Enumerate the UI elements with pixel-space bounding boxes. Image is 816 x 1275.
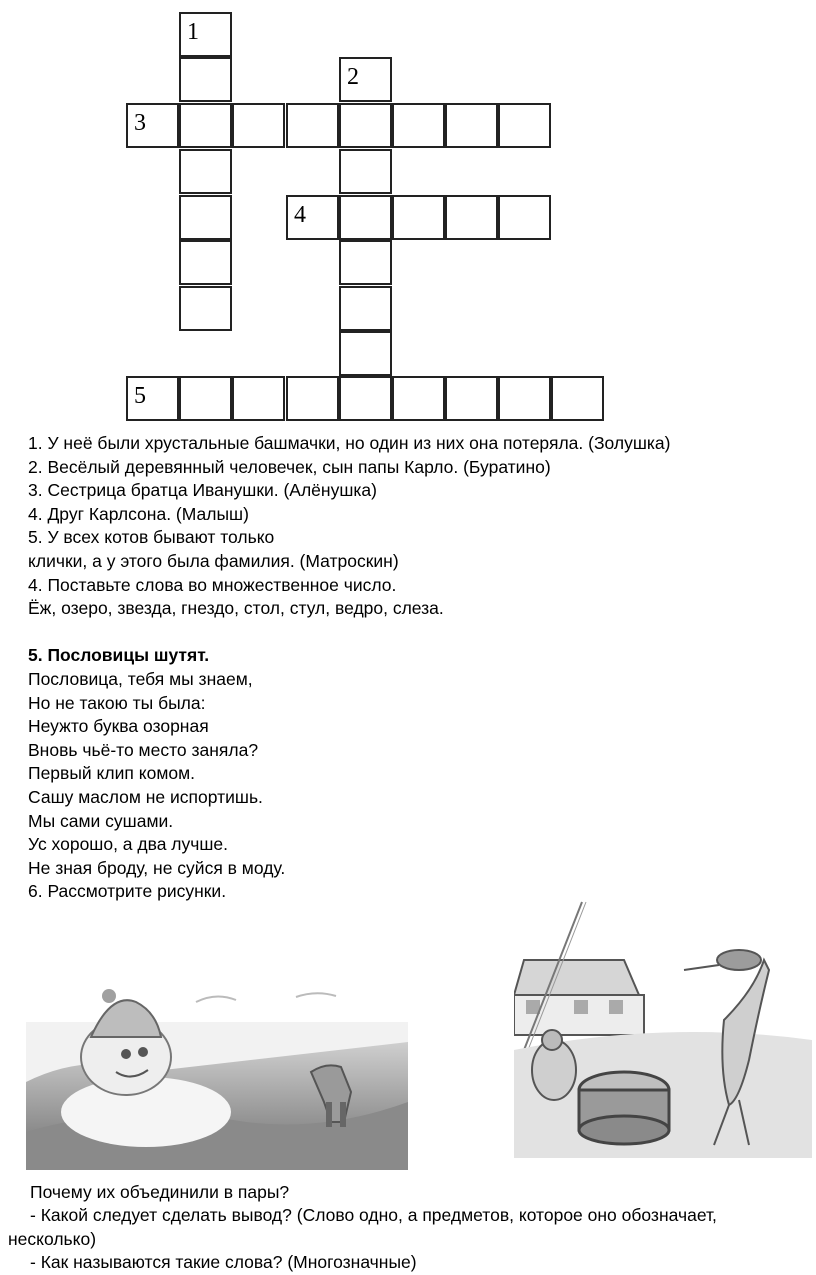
- crossword-cell[interactable]: [445, 195, 498, 240]
- proverb-line: Но не такою ты была:: [28, 692, 206, 713]
- crossword-cell[interactable]: [179, 240, 232, 285]
- left-illustration: [26, 982, 408, 1170]
- crossword-cell[interactable]: [339, 376, 392, 421]
- crossword-cell[interactable]: [126, 103, 179, 148]
- questions-block: [8, 1181, 717, 1275]
- clues-and-tasks: [28, 432, 670, 904]
- crossword-grid: [0, 0, 816, 430]
- task5-title: 5. Пословицы шутят.: [28, 645, 210, 666]
- crossword-cell[interactable]: [286, 195, 339, 240]
- crossword-cell[interactable]: [339, 57, 392, 102]
- crossword-cell[interactable]: [126, 376, 179, 421]
- task4-words: Ёж, озеро, звезда, гнездо, стол, стул, ведро, слеза.: [28, 598, 444, 619]
- clue-line: 1. У неё были хрустальные башмачки, но один из них она потеряла. (Золушка): [28, 433, 671, 453]
- crossword-cell[interactable]: [339, 240, 392, 285]
- crossword-cell[interactable]: [392, 103, 445, 148]
- clue-line: 5. У всех котов бывают только: [28, 527, 275, 548]
- question-line: несколько): [8, 1228, 97, 1249]
- crossword-cell[interactable]: [498, 195, 551, 240]
- crossword-cell[interactable]: [179, 12, 232, 57]
- crossword-cell[interactable]: [339, 195, 392, 240]
- clue-number-2: 2: [347, 64, 359, 90]
- proverb-line: Пословица, тебя мы знаем,: [28, 668, 253, 689]
- crossword-cell[interactable]: [232, 376, 285, 421]
- crossword-cell[interactable]: [339, 103, 392, 148]
- crossword-cell[interactable]: [286, 376, 339, 421]
- crossword-cell[interactable]: [232, 103, 285, 148]
- question-line: - Как называются такие слова? (Многозначные): [30, 1252, 417, 1273]
- task4-title: 4. Поставьте слова во множественное число.: [28, 574, 397, 595]
- clue-number-3: 3: [134, 110, 146, 136]
- question-line: Почему их объединили в пары?: [30, 1182, 290, 1202]
- clue-number-5: 5: [134, 383, 146, 409]
- crossword-cell[interactable]: [392, 195, 445, 240]
- crossword-cell[interactable]: [179, 149, 232, 194]
- crossword-cell[interactable]: [498, 103, 551, 148]
- clue-line: 4. Друг Карлсона. (Малыш): [28, 503, 249, 524]
- crossword-cell[interactable]: [179, 57, 232, 102]
- crossword-cell[interactable]: [179, 195, 232, 240]
- clue-number-4: 4: [294, 202, 306, 228]
- clue-line: 2. Весёлый деревянный человечек, сын папы Карло. (Буратино): [28, 456, 551, 477]
- proverb-line: Вновь чьё-то место заняла?: [28, 739, 259, 760]
- crossword-cell[interactable]: [286, 103, 339, 148]
- proverb-line: Мы сами сушами.: [28, 810, 174, 831]
- task6-title: 6. Рассмотрите рисунки.: [28, 881, 227, 902]
- proverb-line: Первый клип комом.: [28, 763, 195, 784]
- proverb-line: Сашу маслом не испортишь.: [28, 786, 263, 807]
- clue-line: 3. Сестрица братца Иванушки. (Алёнушка): [28, 480, 377, 501]
- clue-line: клички, а у этого была фамилия. (Матроскин): [28, 550, 399, 571]
- proverb-line: Ус хорошо, а два лучше.: [28, 834, 229, 855]
- question-line: - Какой следует сделать вывод? (Слово одно, а предметов, которое оно обозначает,: [30, 1205, 717, 1226]
- crossword-cell[interactable]: [551, 376, 604, 421]
- crossword-cell[interactable]: [392, 376, 445, 421]
- proverb-line: Не зная броду, не суйся в моду.: [28, 857, 286, 878]
- crossword-cell[interactable]: [339, 331, 392, 376]
- crossword-cell[interactable]: [445, 376, 498, 421]
- crossword-cell[interactable]: [179, 103, 232, 148]
- crossword-cell[interactable]: [339, 286, 392, 331]
- crossword-cell[interactable]: [445, 103, 498, 148]
- crossword-cell[interactable]: [179, 286, 232, 331]
- clue-number-1: 1: [187, 19, 199, 45]
- crossword-cell[interactable]: [339, 149, 392, 194]
- proverb-line: Неужто буква озорная: [28, 716, 209, 737]
- crossword-cell[interactable]: [498, 376, 551, 421]
- crossword-cell[interactable]: [179, 376, 232, 421]
- right-illustration: [514, 900, 812, 1158]
